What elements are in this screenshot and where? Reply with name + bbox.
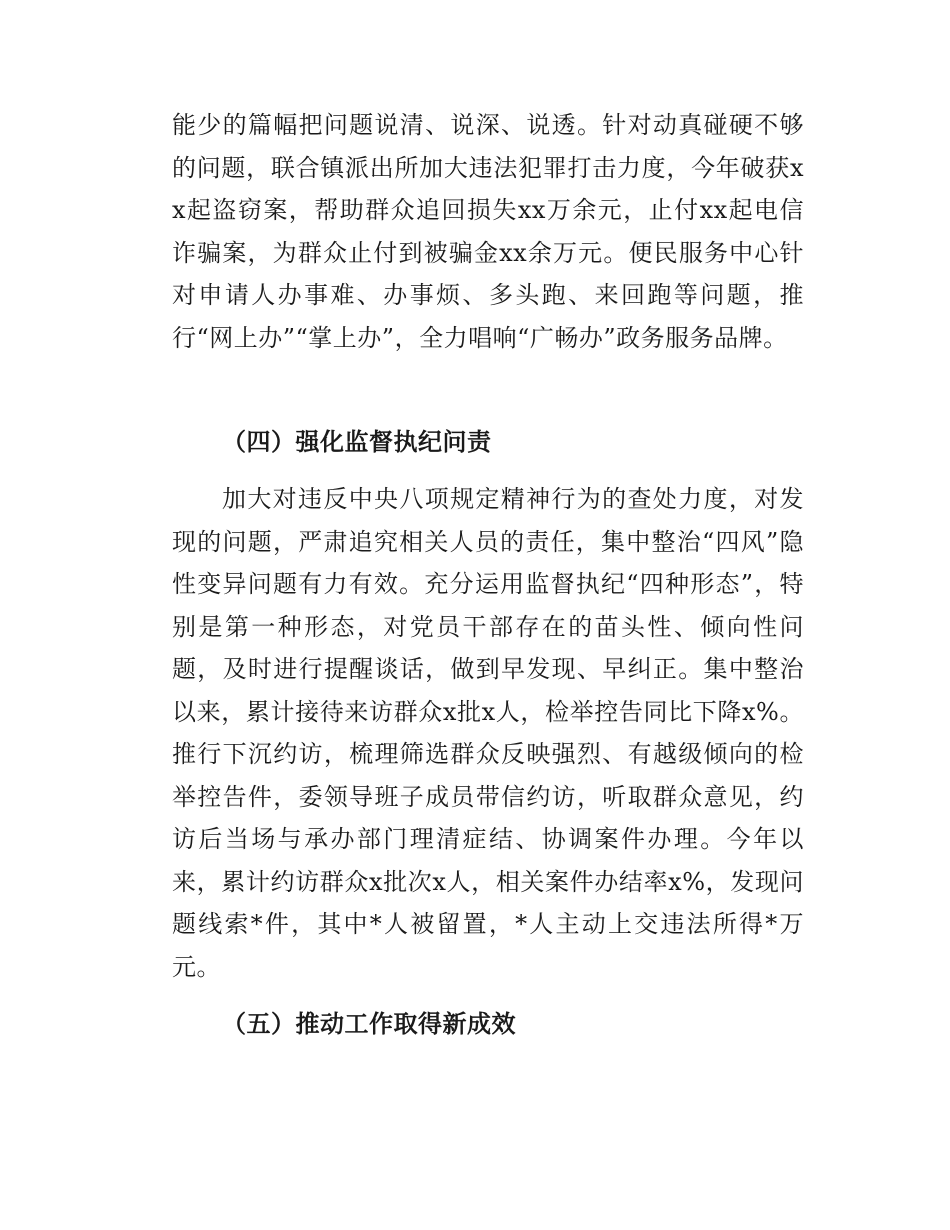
body-paragraph-supervision: 加大对违反中央八项规定精神行为的查处力度，对发现的问题，严肃追究相关人员的责任，集中整治“四风”隐性变异问题有力有效。充分运用监督执纪“四种形态”，特别是第一种形态，对党员干部存在的苗头性、倾向性问题，及时进行提醒谈话，做到早发现、早纠正。集中整治以来，累计接待来访群众x批x人，检举控告同比下降x%。推行下沉约访，梳理筛选群众反映强烈、有越级倾向的检举控告件，委领导班子成员带信约访，听取群众意见，约访后当场与承办部门理清症结、协调案件办理。今年以来，累计约访群众x批次x人，相关案件办结率x%，发现问题线索*件，其中*人被留置，*人主动上交违法所得*万元。 bbox=[172, 485, 804, 981]
section-heading-5: （五）推动工作取得新成效 bbox=[222, 1010, 516, 1038]
body-paragraph-continued: 能少的篇幅把问题说清、说深、说透。针对动真碰硬不够的问题，联合镇派出所加大违法犯罪打击力度，今年破获xx起盗窃案，帮助群众追回损失xx万余元，止付xx起电信诈骗案，为群众止付到被骗金xx余万元。便民服务中心针对申请人办事难、办事烦、多头跑、来回跑等问题，推行“网上办”“掌上办”，全力唱响“广畅办”政务服务品牌。 bbox=[172, 111, 804, 352]
section-heading-4: （四）强化监督执纪问责 bbox=[222, 428, 492, 456]
